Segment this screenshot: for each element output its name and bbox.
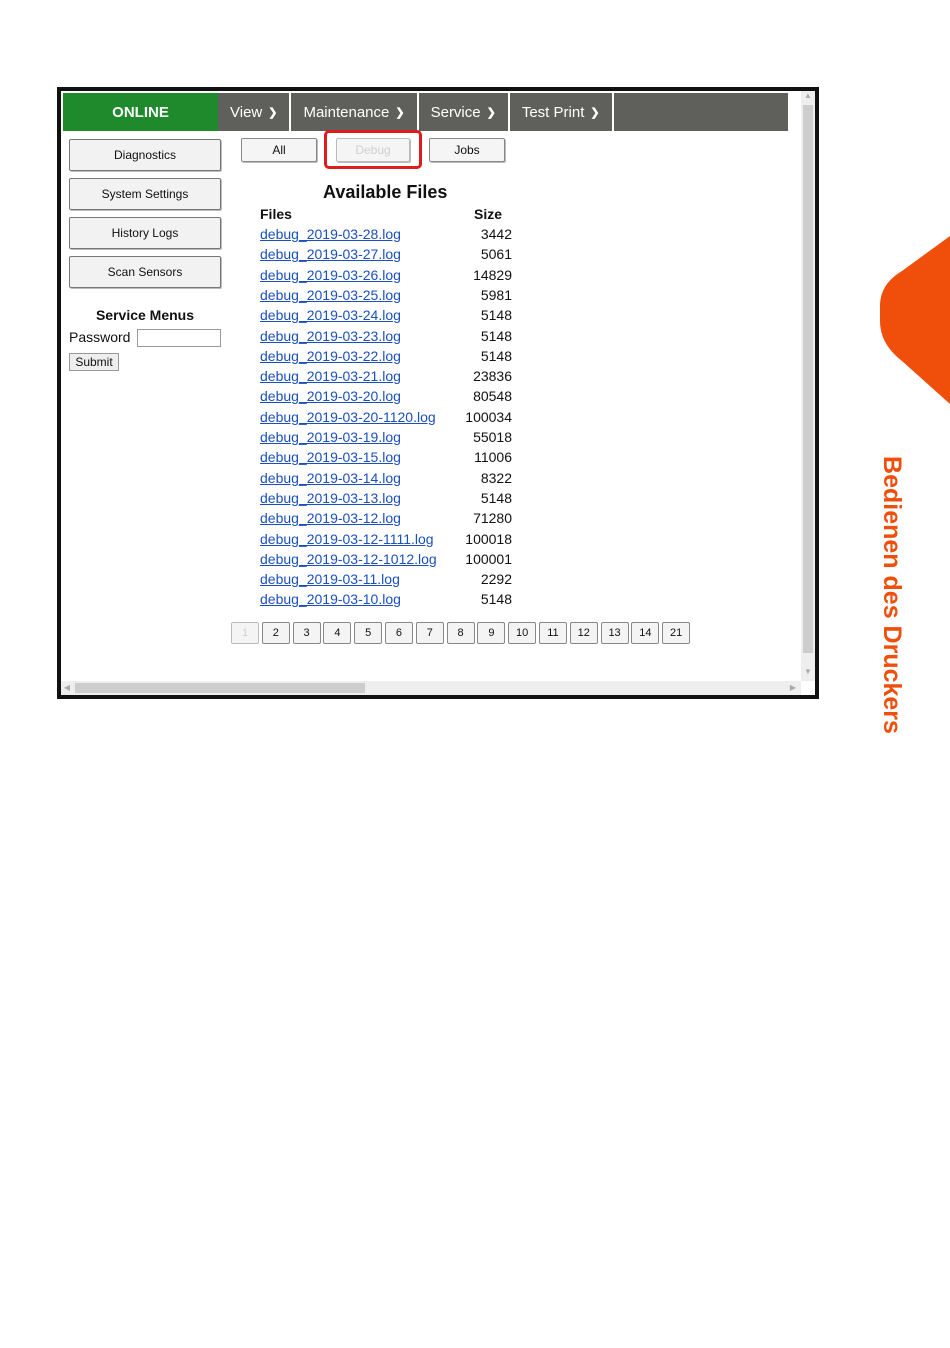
page-button[interactable]: 11 [539, 622, 567, 644]
page-button[interactable]: 3 [293, 622, 321, 644]
top-nav [218, 93, 788, 131]
list-item [260, 470, 520, 490]
page-button[interactable]: 1 [231, 622, 259, 644]
file-size: 100034 [465, 408, 512, 425]
chapter-caption [877, 456, 907, 734]
chevron-down-icon: ❯ [395, 106, 405, 119]
size-column-header: Size [474, 206, 503, 222]
file-size: 5148 [480, 489, 512, 506]
list-item [260, 531, 520, 551]
list-item [260, 267, 520, 287]
file-link[interactable]: debug_2019-03-20-1120.log [260, 408, 436, 425]
scroll-right-icon[interactable]: ▶ [789, 683, 797, 692]
file-size: 80548 [473, 388, 512, 405]
file-size: 100001 [465, 550, 512, 567]
file-size: 5148 [480, 591, 512, 608]
file-size: 11006 [474, 449, 512, 466]
page-button[interactable]: 4 [323, 622, 351, 644]
nav-service[interactable] [419, 93, 510, 131]
service-menus-title: Service Menus [95, 307, 195, 323]
list-item [260, 226, 520, 246]
file-link[interactable]: debug_2019-03-20.log [260, 388, 401, 405]
file-size: 3442 [480, 226, 512, 242]
scroll-up-icon[interactable]: ▲ [804, 91, 812, 100]
files-column-header: Files [260, 206, 292, 222]
file-size: 5148 [480, 327, 512, 344]
file-size: 5148 [480, 347, 512, 364]
file-size: 2292 [480, 571, 512, 588]
page-button[interactable]: 10 [508, 622, 536, 644]
chapter-caption-text: Bedienen des Druckers [878, 456, 906, 734]
filter-jobs-button[interactable]: Jobs [429, 138, 505, 162]
file-link[interactable]: debug_2019-03-28.log [260, 226, 401, 242]
chapter-tab-icon [880, 236, 950, 404]
file-link[interactable]: debug_2019-03-14.log [260, 469, 401, 486]
chevron-down-icon: ❯ [590, 106, 600, 119]
file-size: 100018 [465, 530, 512, 547]
scroll-left-icon[interactable]: ◀ [63, 683, 71, 692]
file-link[interactable]: debug_2019-03-13.log [260, 489, 401, 506]
list-item [260, 409, 520, 429]
list-item [260, 571, 520, 591]
file-size: 55018 [473, 429, 512, 445]
file-link[interactable]: debug_2019-03-12.log [260, 510, 401, 527]
system-settings-button[interactable]: System Settings [69, 178, 221, 210]
list-item [260, 490, 520, 510]
password-input[interactable] [137, 329, 221, 347]
file-size: 8322 [480, 469, 512, 486]
file-link[interactable]: debug_2019-03-11.log [260, 571, 400, 588]
file-link[interactable]: debug_2019-03-15.log [260, 449, 401, 466]
filter-all-button[interactable]: All [241, 138, 317, 162]
vertical-scroll-thumb[interactable] [803, 105, 813, 653]
file-size: 5981 [480, 286, 512, 303]
file-link[interactable]: debug_2019-03-22.log [260, 347, 401, 364]
list-item [260, 307, 520, 327]
page-button[interactable]: 9 [477, 622, 505, 644]
history-logs-button[interactable]: History Logs [69, 217, 221, 249]
file-link[interactable]: debug_2019-03-21.log [260, 368, 401, 385]
list-item [260, 287, 520, 307]
file-link[interactable]: debug_2019-03-12-1012.log [260, 550, 437, 567]
page-button[interactable]: 2 [262, 622, 290, 644]
available-files-title: Available Files [323, 182, 448, 202]
page-button[interactable]: 5 [354, 622, 382, 644]
file-size: 5148 [480, 307, 512, 324]
list-item [260, 449, 520, 469]
list-item [260, 591, 520, 611]
file-link[interactable]: debug_2019-03-24.log [260, 307, 401, 324]
submit-button[interactable]: Submit [69, 353, 119, 371]
list-item [260, 328, 520, 348]
web-ui-screen [61, 91, 815, 695]
page-button[interactable]: 21 [662, 622, 690, 644]
nav-service-label: Service [430, 103, 481, 121]
list-item [260, 510, 520, 530]
file-link[interactable]: debug_2019-03-10.log [260, 591, 401, 608]
file-link[interactable]: debug_2019-03-25.log [260, 286, 401, 303]
list-item [260, 551, 520, 571]
file-link[interactable]: debug_2019-03-23.log [260, 327, 401, 344]
filter-debug-button[interactable]: Debug [336, 138, 410, 162]
page-button[interactable]: 14 [631, 622, 659, 644]
highlight-box [324, 130, 422, 169]
diagnostics-button[interactable]: Diagnostics [69, 139, 221, 171]
nav-view[interactable] [218, 93, 291, 131]
vertical-scrollbar[interactable] [801, 91, 815, 681]
chevron-down-icon: ❯ [486, 106, 496, 119]
screenshot-frame [57, 87, 819, 699]
pagination [231, 622, 693, 644]
nav-maintenance[interactable] [291, 93, 418, 131]
list-item [260, 368, 520, 388]
page-button[interactable]: 6 [385, 622, 413, 644]
nav-test-print-label: Test Print [521, 103, 585, 121]
horizontal-scroll-thumb[interactable] [75, 683, 365, 693]
status-online: ONLINE [63, 93, 218, 131]
file-link[interactable]: debug_2019-03-26.log [260, 266, 401, 283]
file-link[interactable]: debug_2019-03-12-1111.log [260, 530, 434, 547]
scroll-down-icon[interactable]: ▼ [804, 667, 812, 676]
nav-test-print[interactable] [510, 93, 614, 131]
file-link[interactable]: debug_2019-03-19.log [260, 429, 401, 445]
list-item [260, 348, 520, 368]
file-link[interactable]: debug_2019-03-27.log [260, 246, 401, 263]
nav-maintenance-label: Maintenance [303, 103, 390, 121]
chevron-down-icon: ❯ [268, 106, 278, 119]
list-item [260, 388, 520, 408]
scan-sensors-button[interactable]: Scan Sensors [69, 256, 221, 288]
file-size: 23836 [473, 368, 512, 385]
file-size: 14829 [473, 266, 512, 283]
page-button[interactable]: 8 [447, 622, 475, 644]
page-button[interactable]: 12 [570, 622, 598, 644]
password-label: Password [69, 329, 131, 345]
list-item [260, 429, 520, 449]
horizontal-scrollbar[interactable] [61, 681, 801, 695]
list-item [260, 246, 520, 266]
nav-view-label: View [230, 103, 263, 121]
page-button[interactable]: 13 [601, 622, 629, 644]
file-size: 71280 [473, 510, 512, 527]
page-button[interactable]: 7 [416, 622, 444, 644]
file-size: 5061 [480, 246, 512, 263]
